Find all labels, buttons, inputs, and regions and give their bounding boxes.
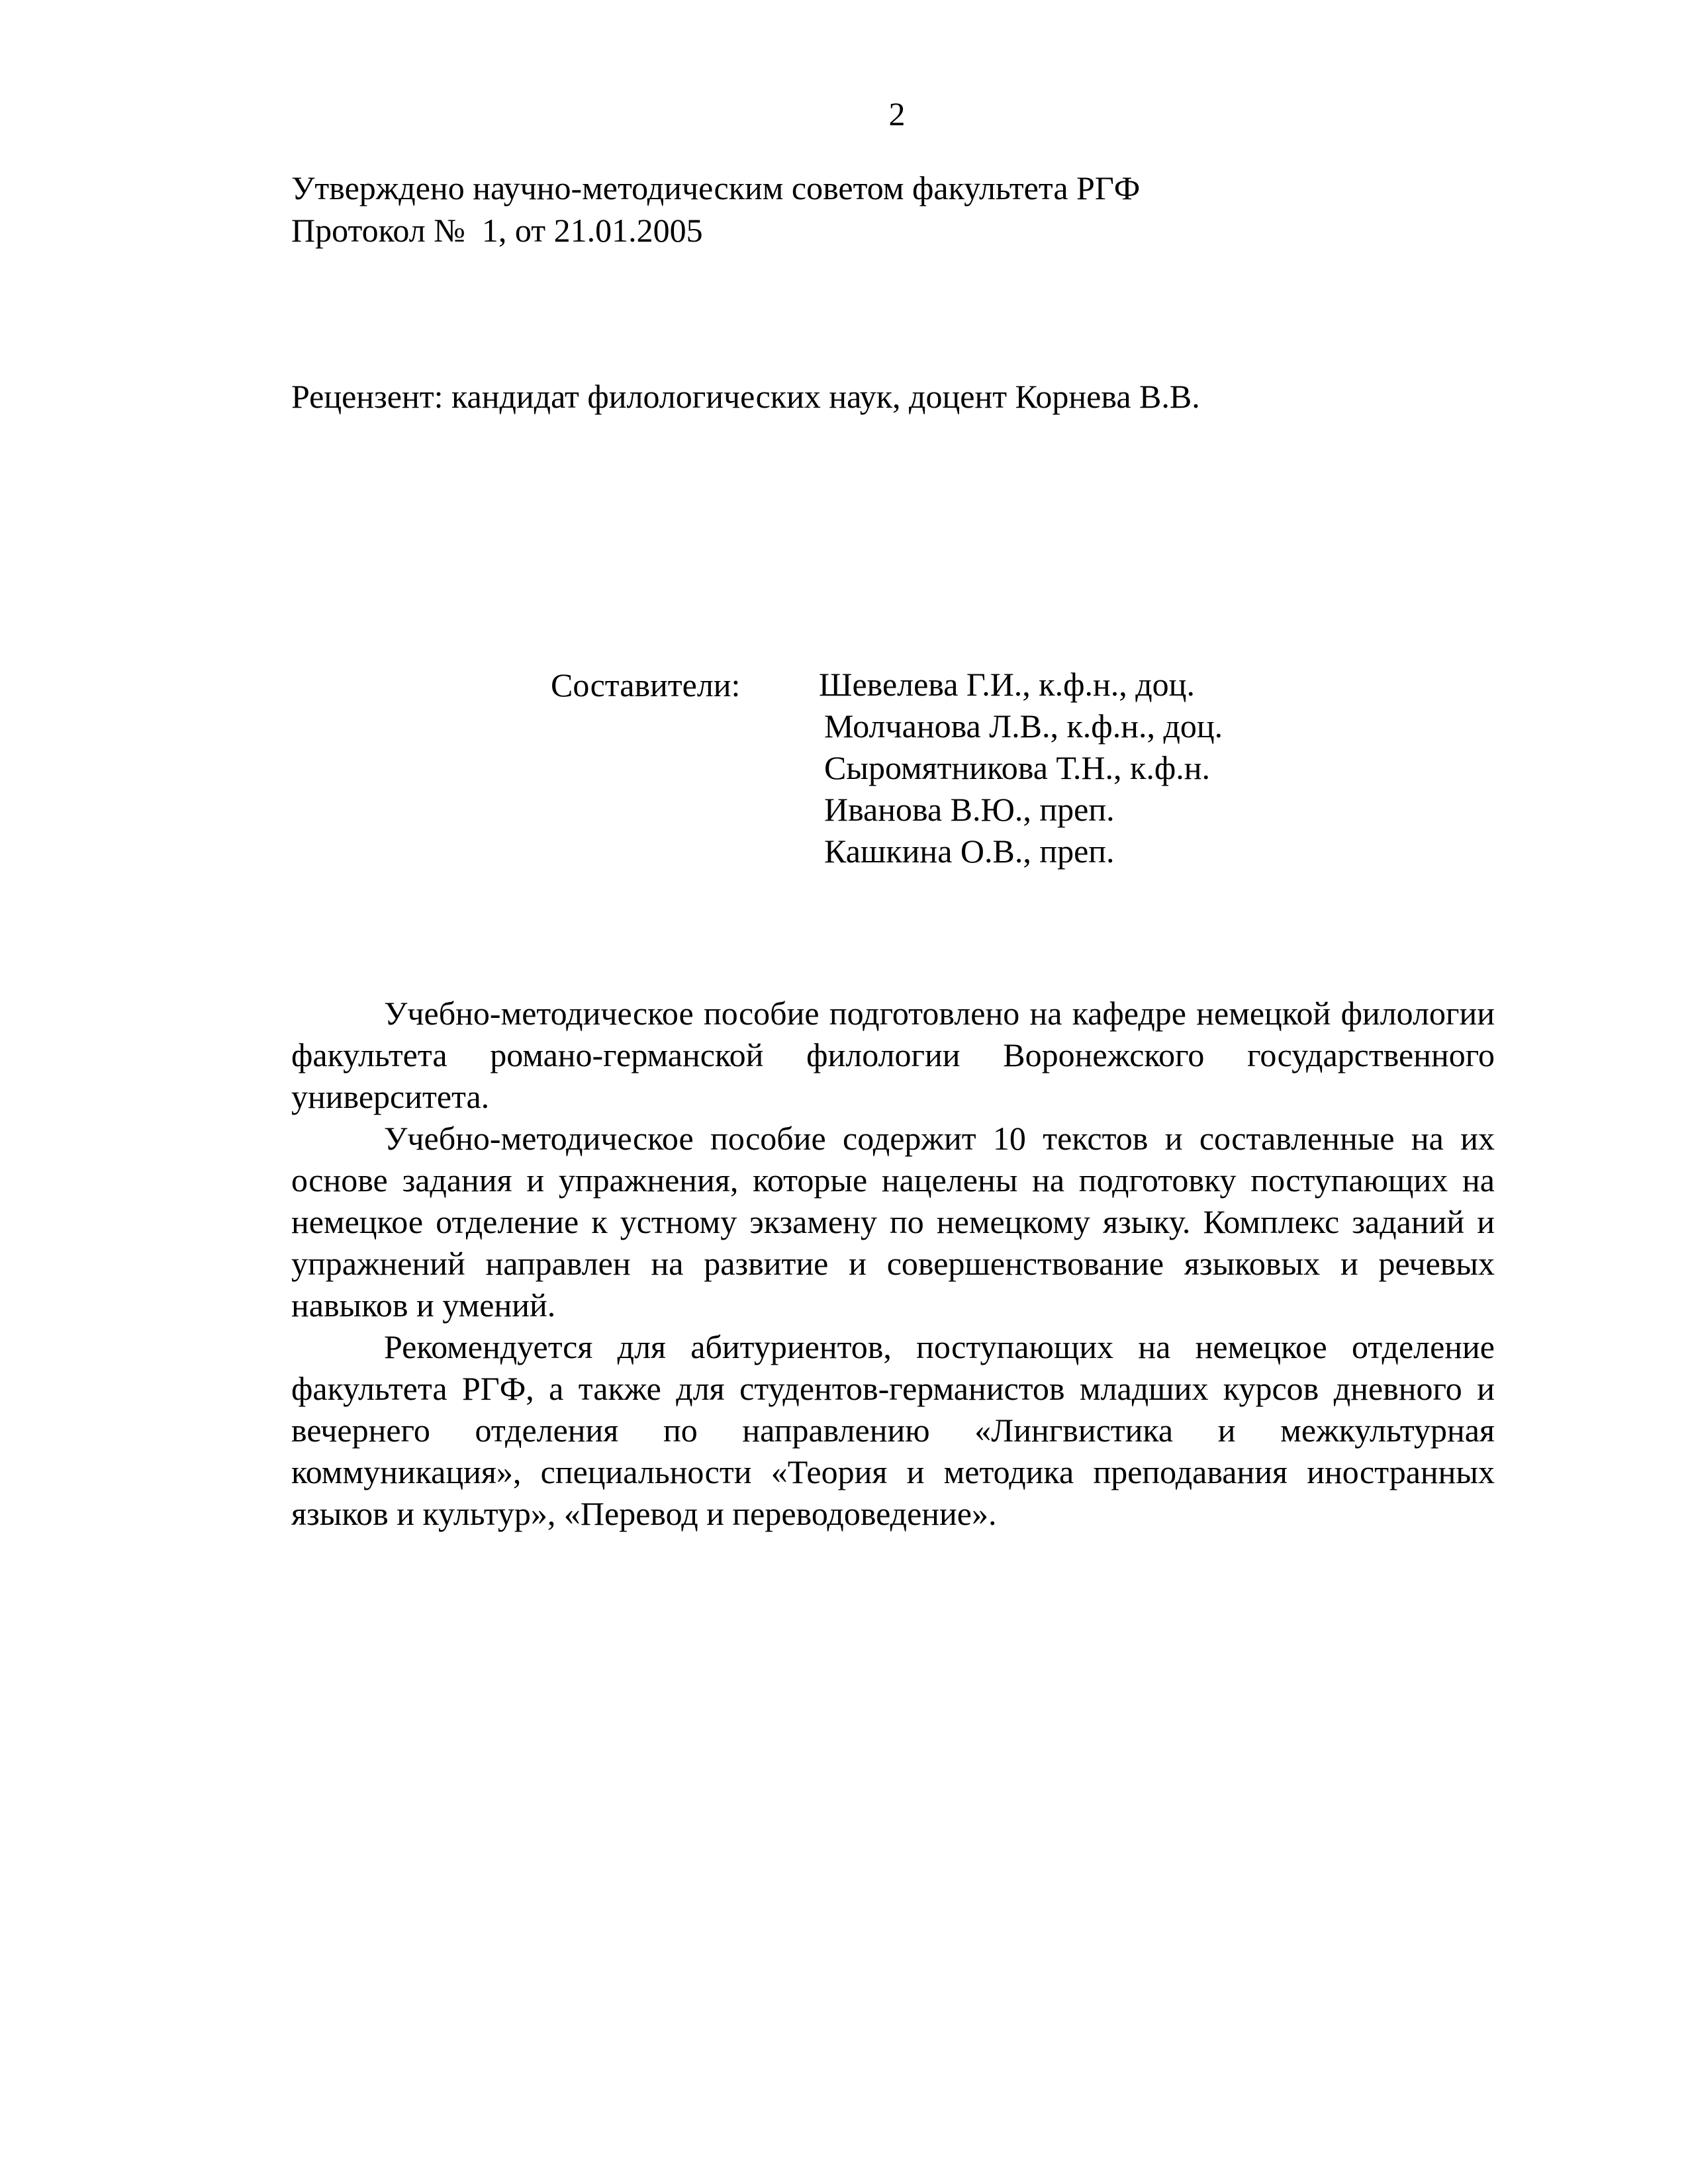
approval-line: Утверждено научно-методическим советом факультета РГФ <box>291 169 1141 206</box>
compiler-name: Кашкина О.В., преп. <box>824 833 1115 870</box>
compiler-name: Молчанова Л.В., к.ф.н., доц. <box>824 707 1223 745</box>
annotation-text <box>291 993 1495 1535</box>
approval-block <box>291 167 1140 251</box>
compiler-name: Сыромятникова Т.Н., к.ф.н. <box>824 749 1210 786</box>
compiler-name: Иванова В.Ю., преп. <box>824 791 1115 828</box>
page-number: 2 <box>888 95 906 132</box>
protocol-line: Протокол № 1, от 21.01.2005 <box>291 212 703 249</box>
compiler-name: Шевелева Г.И., к.ф.н., доц. <box>819 666 1195 703</box>
compilers-label: Составители: <box>551 666 741 704</box>
body-paragraph: Рекомендуется для абитуриентов, поступающих на немецкое отделение факультета РГФ, а также для студентов-германистов младших курсов дневного и вечернего отделения по направлению «Лингвистика и межкультурная коммуникация», специальности «Теория и методика преподавания иностранных языков и культур», «Перевод и переводоведение». <box>291 1328 1495 1532</box>
compilers-list <box>819 664 1223 872</box>
body-paragraph: Учебно-методическое пособие подготовлено на кафедре немецкой филологии факультета романо-германской филологии Воронежского государственного университета. <box>291 995 1495 1115</box>
reviewer-line: Рецензент: кандидат филологических наук, доцент Корнева В.В. <box>291 378 1200 415</box>
body-paragraph: Учебно-методическое пособие содержит 10 текстов и составленные на их основе задания и упражнения, которые нацелены на подготовку поступающих на немецкое отделение к устному экзамену по немецкому языку. Комплекс заданий и упражнений направлен на развитие и совершенствование языковых и речевых навыков и умений. <box>291 1120 1495 1324</box>
